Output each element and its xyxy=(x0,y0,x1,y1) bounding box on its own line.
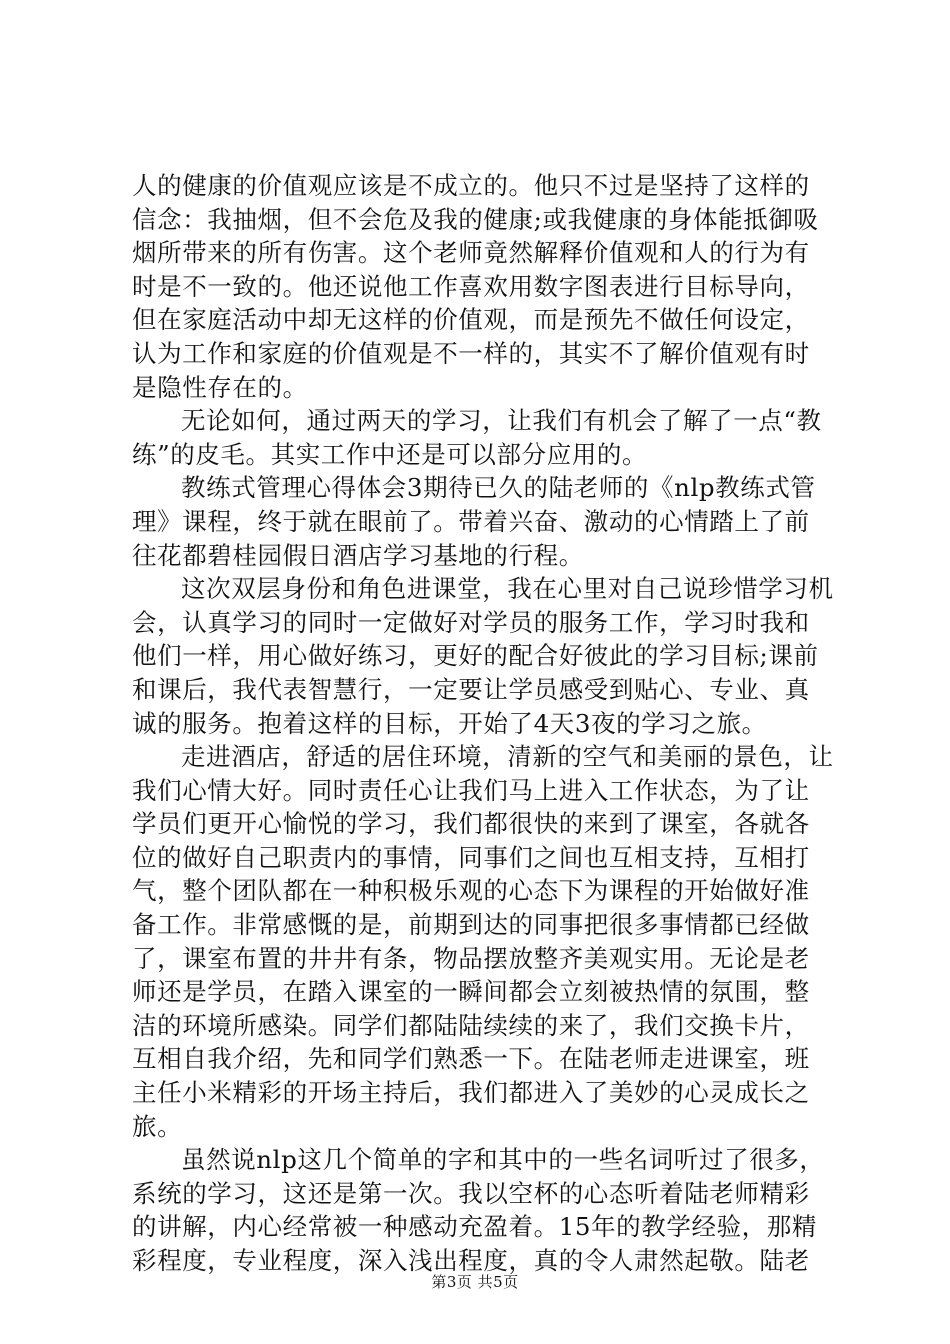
page-number-footer: 第3页 共5页 xyxy=(431,1273,519,1291)
paragraph-continuation: 人的健康的价值观应该是不成立的。他只不过是坚持了这样的信念：我抽烟，但不会危及我的健康;或我健康的身体能抵御吸烟所带来的所有伤害。这个老师竟然解释价值观和人的行为有时是不一致的。他还说他工作喜欢用数字图表进行目标导向，但在家庭活动中却无这样的价值观，而是预先不做任何设定，认为工作和家庭的价值观是不一样的，其实不了解价值观有时是隐性存在的。 xyxy=(132,171,819,402)
paragraph-dual-role: 这次双层身份和角色进课堂，我在心里对自己说珍惜学习机会，认真学习的同时一定做好对学员的服务工作，学习时我和他们一样，用心做好练习，更好的配合好彼此的学习目标;课前和课后，我代表智慧行，一定要让学员感受到贴心、专业、真诚的服务。抱着这样的目标，开始了4天3夜的学习之旅。 xyxy=(132,574,834,738)
paragraph-course-intro: 教练式管理心得体会3期待已久的陆老师的《nlp教练式管理》课程，终于就在眼前了。带着兴奋、激动的心情踏上了前往花都碧桂园假日酒店学习基地的行程。 xyxy=(132,473,816,570)
paragraph-coaching-summary: 无论如何，通过两天的学习，让我们有机会了解了一点“教练”的皮毛。其实工作中还是可以部分应用的。 xyxy=(132,406,822,469)
document-body xyxy=(132,169,834,1278)
paragraph-nlp-learning: 虽然说nlp这几个简单的字和其中的一些名词听过了很多，系统的学习，这还是第一次。我以空杯的心态听着陆老师精彩的讲解，内心经常被一种感动充盈着。15年的教学经验，那精彩程度，专业程度，深入浅出程度，真的令人肃然起敬。陆老 xyxy=(132,1145,825,1275)
paragraph-hotel-arrival: 走进酒店，舒适的居住环境，清新的空气和美丽的景色，让我们心情大好。同时责任心让我们马上进入工作状态，为了让学员们更开心愉悦的学习，我们都很快的来到了课室，各就各位的做好自己职责内的事情，同事们之间也互相支持，互相打气，整个团队都在一种积极乐观的心态下为课程的开始做好准备工作。非常感慨的是，前期到达的同事把很多事情都已经做了，课室布置的井井有条，物品摆放整齐美观实用。无论是老师还是学员，在踏入课室的一瞬间都会立刻被热情的氛围，整洁的环境所感染。同学们都陆陆续续的来了，我们交换卡片，互相自我介绍，先和同学们熟悉一下。在陆老师走进课室，班主任小米精彩的开场主持后，我们都进入了美妙的心灵成长之旅。 xyxy=(132,742,834,1141)
